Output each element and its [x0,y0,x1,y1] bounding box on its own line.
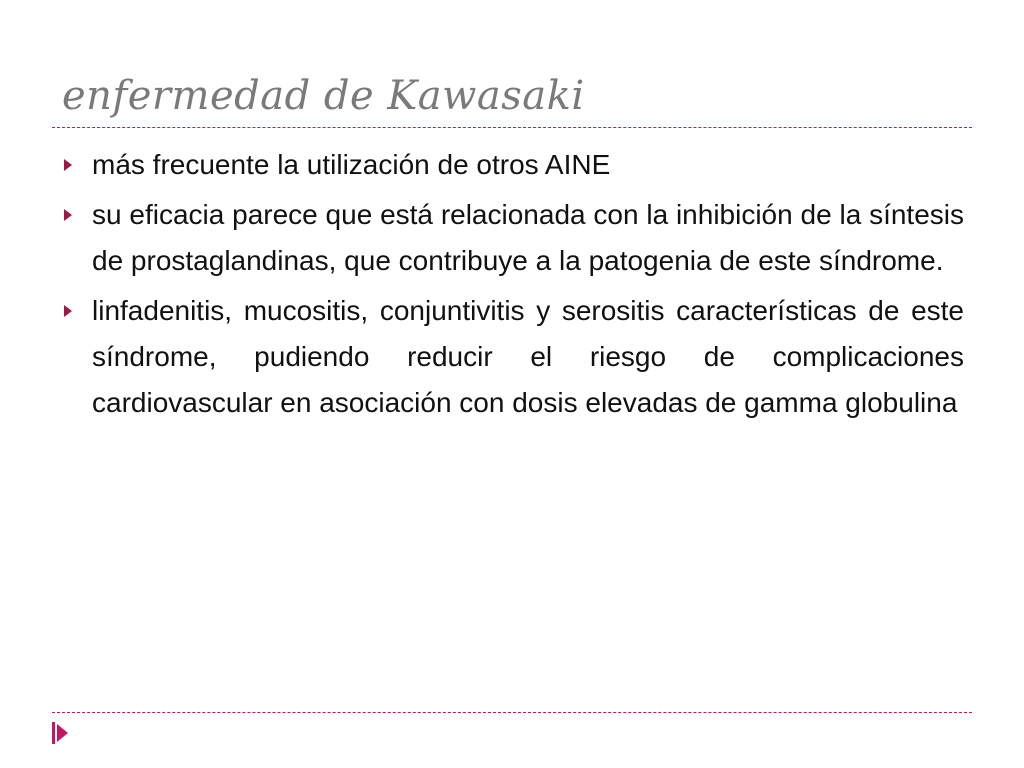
bullet-item [64,192,964,284]
triangle-right-icon [64,209,72,221]
triangle-right-icon [64,159,72,171]
play-arrow-icon [52,722,68,744]
footer-divider [52,712,972,713]
bullet-text: linfadenitis, mucositis, conjuntivitis y serositis características de este síndrome, pudiendo reducir el riesgo de complicaciones cardiovascular en asociación con dosis elevadas de gamma globulina [92,295,964,418]
bullet-list [64,142,964,430]
bullet-text: más frecuente la utilización de otros AINE [92,149,611,180]
title-divider [52,127,972,128]
slide-title: enfermedad de Kawasaki [62,73,585,119]
triangle-right-icon [64,305,72,317]
bullet-text: su eficacia parece que está relacionada con la inhibición de la síntesis de prostaglandinas, que contribuye a la patogenia de este síndrome. [92,199,964,276]
bullet-item [64,142,964,188]
bullet-item [64,288,964,426]
